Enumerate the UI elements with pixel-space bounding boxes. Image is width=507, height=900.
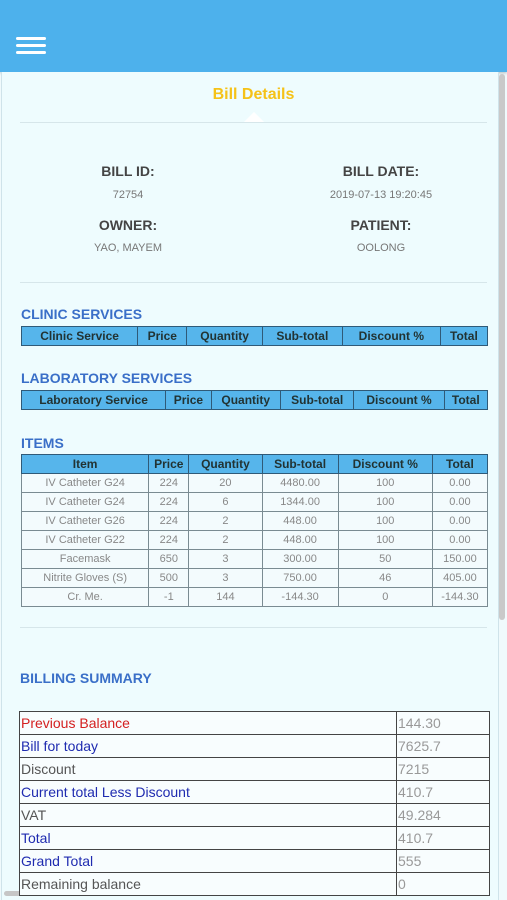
column-header: Clinic Service [22,327,138,346]
item-subtotal: 750.00 [262,569,338,588]
item-quantity: 2 [189,531,262,550]
column-header: Sub-total [262,455,338,474]
item-discount: 100 [338,474,432,493]
page-title: Bill Details [212,86,295,103]
summary-row [20,873,490,896]
item-price: 224 [149,474,189,493]
laboratory-services-table [21,390,488,410]
column-header: Discount % [354,391,444,410]
summary-value: 144.30 [397,712,490,735]
top-app-bar [0,0,507,72]
column-header: Sub-total [280,391,354,410]
item-total: -144.30 [432,588,487,607]
item-price: 224 [149,531,189,550]
column-header: Price [138,327,187,346]
owner-label: OWNER: [98,217,158,233]
vertical-scrollbar[interactable] [499,74,505,620]
item-price: 224 [149,512,189,531]
column-header: Total [444,391,487,410]
patient-value: OOLONG [356,242,406,254]
column-header: Quantity [211,391,280,410]
bill-date-label: BILL DATE: [342,163,420,179]
bill-id-label: BILL ID: [101,163,155,179]
item-total: 0.00 [432,531,487,550]
hamburger-menu-icon[interactable] [16,37,46,55]
item-discount: 0 [338,588,432,607]
summary-label: Grand Total [20,850,397,873]
item-discount: 50 [338,550,432,569]
item-price: 224 [149,493,189,512]
table-row [22,474,488,493]
column-header: Item [22,455,149,474]
item-name: IV Catheter G22 [22,531,149,550]
summary-row [20,827,490,850]
summary-value: 49.284 [397,804,490,827]
item-price: -1 [149,588,189,607]
summary-value: 7215 [397,758,490,781]
item-total: 0.00 [432,474,487,493]
summary-row [20,712,490,735]
table-row [22,569,488,588]
items-table [21,454,488,607]
column-header: Total [432,455,487,474]
billing-summary-title: BILLING SUMMARY [20,670,152,686]
item-quantity: 6 [189,493,262,512]
item-subtotal: 300.00 [262,550,338,569]
summary-label: Bill for today [20,735,397,758]
items-title: ITEMS [21,435,64,451]
item-name: IV Catheter G26 [22,512,149,531]
column-header: Discount % [338,455,432,474]
item-name: IV Catheter G24 [22,493,149,512]
column-header: Laboratory Service [22,391,166,410]
item-quantity: 144 [189,588,262,607]
column-header: Total [440,327,487,346]
item-total: 0.00 [432,512,487,531]
bill-id-value: 72754 [112,189,144,201]
item-name: Nitrite Gloves (S) [22,569,149,588]
table-row [22,512,488,531]
item-total: 150.00 [432,550,487,569]
summary-row [20,781,490,804]
item-subtotal: 1344.00 [262,493,338,512]
item-quantity: 20 [189,474,262,493]
summary-label: Remaining balance [20,873,397,896]
laboratory-services-title: LABORATORY SERVICES [21,370,193,386]
item-discount: 100 [338,531,432,550]
item-discount: 100 [338,493,432,512]
clinic-services-table [21,326,488,346]
item-quantity: 3 [189,569,262,588]
column-header: Price [149,455,189,474]
summary-value: 410.7 [397,781,490,804]
column-header: Sub-total [262,327,342,346]
table-row [22,493,488,512]
summary-label: Discount [20,758,397,781]
summary-value: 555 [397,850,490,873]
summary-row [20,850,490,873]
owner-value: YAO, MAYEM [93,242,163,254]
item-name: Facemask [22,550,149,569]
bill-date-value: 2019-07-13 19:20:45 [329,189,433,201]
item-quantity: 2 [189,512,262,531]
item-subtotal: 4480.00 [262,474,338,493]
section-divider [20,282,487,283]
table-row [22,550,488,569]
billing-summary-table [19,711,490,896]
item-price: 650 [149,550,189,569]
summary-label: VAT [20,804,397,827]
column-header: Quantity [187,327,262,346]
item-subtotal: 448.00 [262,531,338,550]
summary-row [20,804,490,827]
item-total: 405.00 [432,569,487,588]
clinic-services-title: CLINIC SERVICES [21,306,143,322]
summary-label: Current total Less Discount [20,781,397,804]
patient-label: PATIENT: [350,217,412,233]
summary-row [20,758,490,781]
item-price: 500 [149,569,189,588]
title-divider [20,122,487,123]
item-discount: 46 [338,569,432,588]
summary-value: 410.7 [397,827,490,850]
column-header: Discount % [342,327,440,346]
summary-label: Total [20,827,397,850]
summary-label: Previous Balance [20,712,397,735]
item-total: 0.00 [432,493,487,512]
table-row [22,531,488,550]
section-divider [20,627,487,628]
title-caret [244,112,264,122]
item-name: Cr. Me. [22,588,149,607]
column-header: Price [166,391,211,410]
item-subtotal: -144.30 [262,588,338,607]
table-row [22,588,488,607]
item-quantity: 3 [189,550,262,569]
summary-row [20,735,490,758]
summary-value: 7625.7 [397,735,490,758]
summary-value: 0 [397,873,490,896]
item-discount: 100 [338,512,432,531]
item-subtotal: 448.00 [262,512,338,531]
column-header: Quantity [189,455,262,474]
item-name: IV Catheter G24 [22,474,149,493]
